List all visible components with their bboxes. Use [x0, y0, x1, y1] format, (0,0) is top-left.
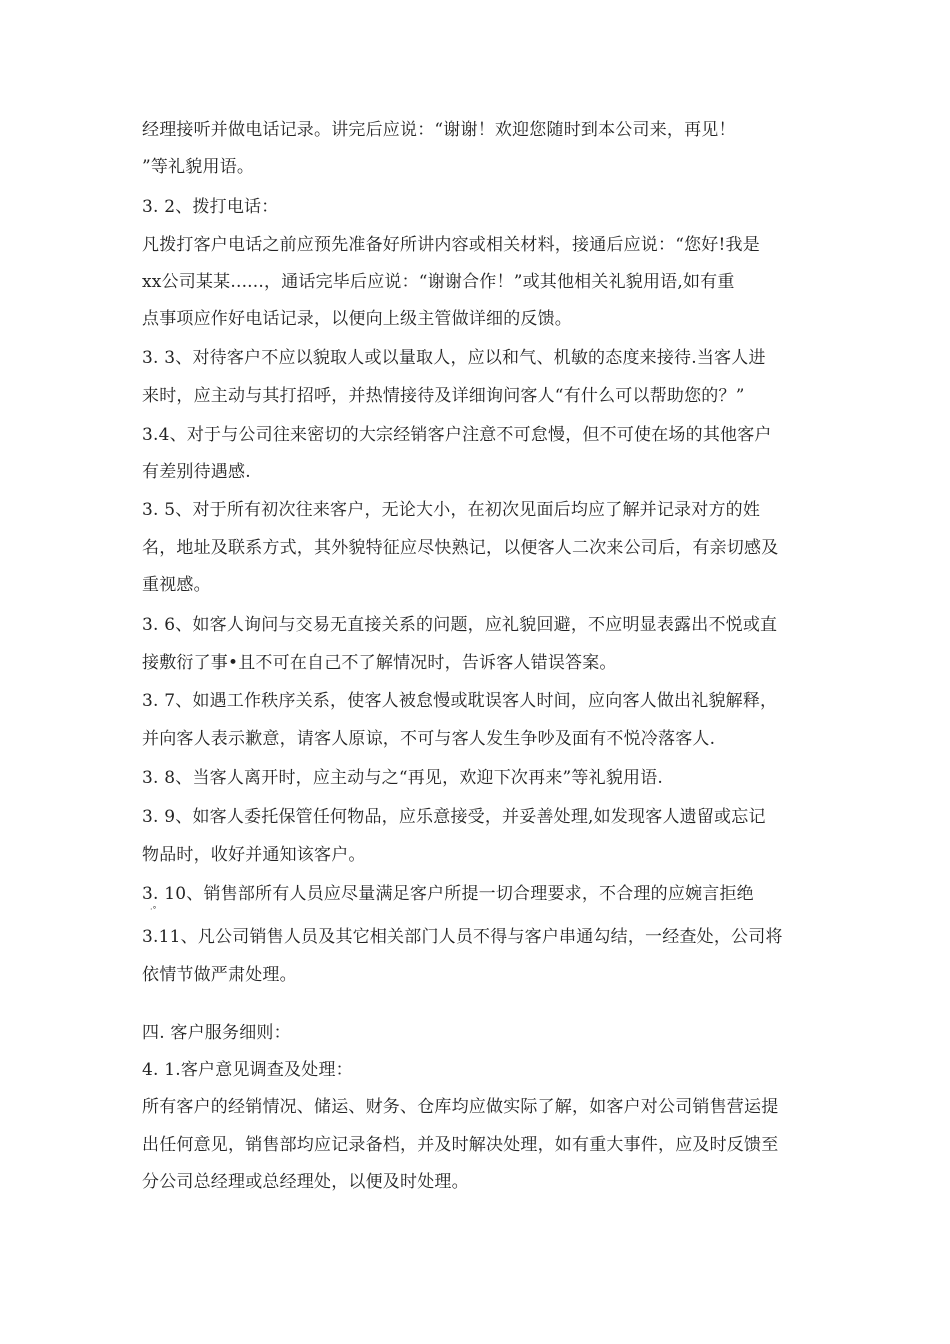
text-line: 点事项应作好电话记录，以便向上级主管做详细的反馈。 — [142, 309, 572, 329]
text-line: 3. 5、对于所有初次往来客户，无论大小，在初次见面后均应了解并记录对方的姓 — [142, 500, 761, 520]
text-line: ”等礼貌用语。 — [142, 157, 255, 177]
text-line: 依情节做严肃处理。 — [142, 965, 297, 985]
footnote-mark: ·° — [150, 905, 157, 914]
text-line: 名，地址及联系方式，其外貌特征应尽快熟记，以便客人二次来公司后，有亲切感及 — [142, 538, 779, 558]
text-line: 重视感。 — [142, 575, 211, 595]
text-line: 有差别待遇感. — [142, 462, 251, 482]
text-line: 3. 9、如客人委托保管任何物品，应乐意接受，并妥善处理,如发现客人遗留或忘记 — [142, 807, 766, 827]
text-line: xx公司某某......，通话完毕后应说：“谢谢合作！”或其他相关礼貌用语,如有重 — [142, 272, 735, 292]
text-line: 3. 10、销售部所有人员应尽量满足客户所提一切合理要求，不合理的应婉言拒绝 — [142, 884, 754, 904]
text-line: 分公司总经理或总经理处，以便及时处理。 — [142, 1172, 469, 1192]
text-line: 3. 6、如客人询问与交易无直接关系的问题，应礼貌回避，不应明显表露出不悦或直 — [142, 615, 778, 635]
text-line: 并向客人表示歉意，请客人原谅，不可与客人发生争吵及面有不悦冷落客人. — [142, 729, 716, 749]
text-line: 3. 3、对待客户不应以貌取人或以量取人，应以和气、机敏的态度来接待.当客人进 — [142, 348, 766, 368]
text-line: 3. 7、如遇工作秩序关系，使客人被怠慢或耽误客人时间，应向客人做出礼貌解释， — [142, 691, 778, 711]
text-line: 3.4、对于与公司往来密切的大宗经销客户注意不可怠慢，但不可使在场的其他客户 — [142, 425, 772, 445]
text-line: 来时，应主动与其打招呼，并热情接待及详细询问客人“有什么可以帮助您的？” — [142, 386, 745, 406]
text-line: 经理接听并做电话记录。讲完后应说：“谢谢！欢迎您随时到本公司来，再见！ — [142, 120, 736, 140]
text-line: 物品时，收好并通知该客户。 — [142, 845, 366, 865]
text-line: 出任何意见，销售部均应记录备档，并及时解决处理，如有重大事件，应及时反馈至 — [142, 1135, 779, 1155]
subsection-heading: 4. 1.客户意见调查及处理： — [142, 1060, 353, 1080]
section-heading: 四. 客户服务细则： — [142, 1023, 291, 1043]
section-heading: 3. 2、拨打电话： — [142, 197, 279, 217]
text-line: 所有客户的经销情况、储运、财务、仓库均应做实际了解，如客户对公司销售营运提 — [142, 1097, 779, 1117]
text-line: 3.11、凡公司销售人员及其它相关部门人员不得与客户串通勾结，一经查处，公司将 — [142, 927, 783, 947]
text-line: 凡拨打客户电话之前应预先准备好所讲内容或相关材料，接通后应说：“您好!我是 — [142, 235, 760, 255]
text-line: 3. 8、当客人离开时，应主动与之“再见，欢迎下次再来”等礼貌用语. — [142, 768, 664, 788]
text-line: 接敷衍了事•且不可在自己不了解情况时，告诉客人错误答案。 — [142, 653, 617, 673]
